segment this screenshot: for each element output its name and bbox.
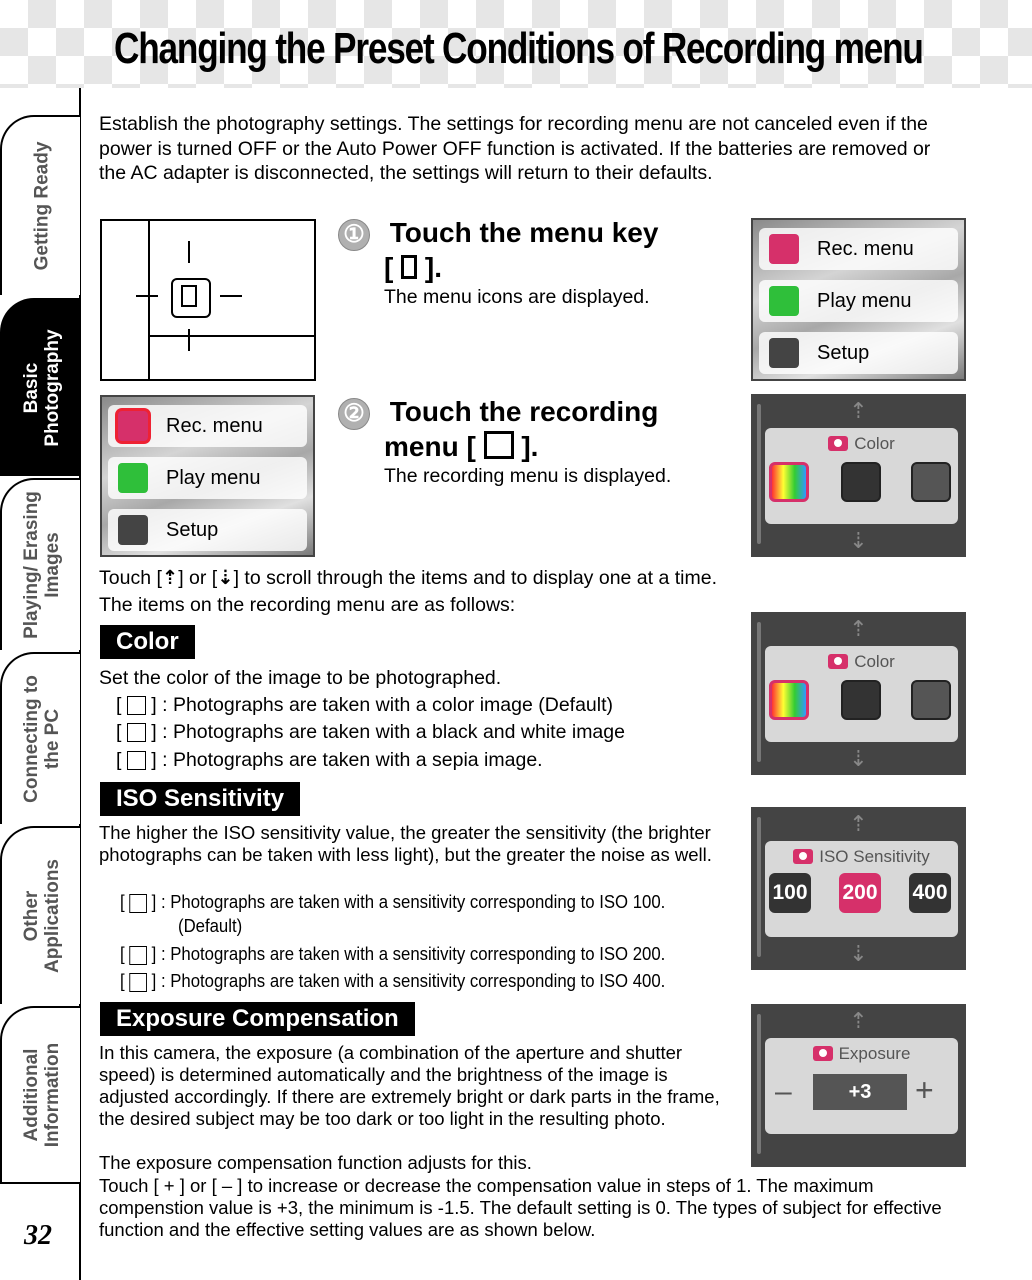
tab-additional-information[interactable]: [0, 1006, 80, 1184]
intro-text: Establish the photography settings. The settings for recording menu are not canceled even if the power is turned OFF or the Auto Power OFF function is activated. If the batteries are removed or the AC adapter is disconnected, the settings will return to their defaults.: [99, 113, 931, 184]
rec-menu-label: Rec. menu: [817, 238, 914, 260]
setup-label: Setup: [817, 342, 870, 364]
minus-button[interactable]: –: [775, 1075, 792, 1108]
tab-label: Getting Ready: [31, 141, 53, 271]
iso-item-3-text: : Photographs are taken with a sensitivity corresponding to ISO 400.: [160, 971, 666, 991]
step-2-number: ②: [338, 398, 370, 430]
color-screen-2: [751, 612, 966, 775]
rec-menu-item[interactable]: [108, 405, 307, 447]
tab-label: Other Applications: [21, 859, 63, 974]
exposure-value: +3: [813, 1074, 907, 1110]
scroll-text-b: ] or [: [178, 567, 218, 589]
tab-label: Playing/ Erasing Images: [21, 491, 63, 639]
color-item-3-text: : Photographs are taken with a sepia image.: [162, 749, 543, 771]
color-panel-title: [765, 434, 958, 454]
step-1-bracket-close: ].: [424, 252, 442, 283]
tab-getting-ready[interactable]: [0, 115, 80, 295]
play-icon: [769, 286, 799, 316]
color-item-1: [ ] : Photographs are taken with a color image (Default): [116, 694, 614, 716]
camera-icon: [769, 234, 799, 264]
setup-item[interactable]: [108, 509, 307, 551]
scroll-down-icon[interactable]: ⇣: [849, 528, 868, 553]
iso-item-3: [ ] : Photographs are taken with a sensitivity corresponding to ISO 400.: [120, 971, 666, 991]
color-heading: Color: [100, 625, 195, 659]
color-title-text: Color: [854, 434, 895, 453]
color-screen: [751, 394, 966, 557]
iso-title-text: ISO Sensitivity: [819, 847, 930, 866]
tab-connecting-pc[interactable]: [0, 652, 80, 824]
color-option[interactable]: [769, 680, 809, 720]
color-option[interactable]: [769, 462, 809, 502]
step-1-number: ①: [338, 219, 370, 251]
step-2-title-text: Touch the recording: [389, 396, 659, 427]
color-item-2: [ ] : Photographs are taken with a black and white image: [116, 721, 625, 743]
scroll-instruction: [99, 566, 717, 591]
scroll-down-icon[interactable]: ⇣: [849, 746, 868, 771]
scroll-up-icon: ⇡: [161, 567, 179, 589]
color-panel-title: [765, 652, 958, 672]
rec-menu-item[interactable]: [759, 228, 958, 270]
iso-item-2-text: : Photographs are taken with a sensitivity corresponding to ISO 200.: [160, 944, 666, 964]
scrollbar[interactable]: [757, 404, 761, 544]
play-menu-item[interactable]: [759, 280, 958, 322]
iso-desc: The higher the ISO sensitivity value, the greater the sensitivity (the brighter photographs can be taken with less light), but the greater the noise as well.: [99, 822, 712, 865]
iso-heading: ISO Sensitivity: [100, 782, 300, 816]
scroll-up-icon[interactable]: ⇡: [849, 1008, 868, 1033]
iso-item-1: [ ] : Photographs are taken with a sensitivity corresponding to ISO 100.: [120, 892, 666, 912]
play-menu-label: Play menu: [817, 290, 912, 312]
iso-200-option[interactable]: 200: [839, 873, 881, 913]
scrollbar[interactable]: [757, 817, 761, 957]
step-2-bracket-open: menu [: [384, 431, 476, 462]
setup-label: Setup: [166, 519, 219, 541]
exposure-title-text: Exposure: [838, 1044, 911, 1063]
tab-label: Basic Photography: [21, 329, 63, 447]
tab-label: Connecting to the PC: [21, 675, 63, 803]
menu-screen: [751, 218, 966, 381]
color-item-1-text: : Photographs are taken with a color image (Default): [162, 694, 614, 716]
camera-icon: [793, 849, 813, 864]
iso-200-icon: [129, 946, 147, 965]
color-panel: [765, 428, 958, 524]
bw-mode-icon: [127, 723, 146, 742]
iso-item-2: [ ] : Photographs are taken with a sensitivity corresponding to ISO 200.: [120, 944, 666, 964]
scrollbar[interactable]: [757, 1014, 761, 1154]
camera-icon: [118, 411, 148, 441]
items-intro: The items on the recording menu are as follows:: [99, 594, 516, 616]
sepia-option[interactable]: [911, 680, 951, 720]
camera-icon: [813, 1046, 833, 1061]
iso-100-icon: [129, 894, 147, 913]
color-item-2-text: : Photographs are taken with a black and white image: [162, 721, 625, 743]
scroll-text-c: ] to scroll through the items and to display one at a time.: [233, 567, 718, 589]
scrollbar[interactable]: [757, 622, 761, 762]
scroll-up-icon[interactable]: ⇡: [849, 398, 868, 423]
step-1-title: [338, 216, 658, 285]
play-icon: [118, 463, 148, 493]
exposure-desc-2: The exposure compensation function adjusts for this.: [99, 1152, 532, 1173]
rec-menu-label: Rec. menu: [166, 415, 263, 437]
iso-item-1-text: : Photographs are taken with a sensitivity corresponding to ISO 100.: [160, 892, 666, 912]
sepia-mode-icon: [127, 751, 146, 770]
iso-100-option[interactable]: 100: [769, 873, 811, 913]
camera-icon: [828, 654, 848, 669]
exposure-screen: [751, 1004, 966, 1167]
exposure-desc-3: Touch [ + ] or [ – ] to increase or decrease the compensation value in steps of 1. The maximum compenstion value is +3, the minimum is -1.5. The default setting is 0. The types of subject for effective function and the effective setting values are as shown below.: [99, 1175, 942, 1240]
sepia-option[interactable]: [911, 462, 951, 502]
exposure-panel-title: [765, 1044, 958, 1064]
rec-menu-selected-screen: [100, 395, 315, 557]
step-2-desc: The recording menu is displayed.: [384, 465, 672, 487]
scroll-down-icon[interactable]: ⇣: [849, 941, 868, 966]
color-item-3: [ ] : Photographs are taken with a sepia image.: [116, 749, 543, 771]
step-1-desc: The menu icons are displayed.: [384, 286, 650, 308]
plus-button[interactable]: +: [915, 1072, 934, 1108]
menu-key-illustration: [100, 219, 316, 381]
color-title-text: Color: [854, 652, 895, 671]
scroll-down-icon: ⇣: [217, 567, 234, 589]
page-number: 32: [24, 1220, 52, 1251]
step-2-title: [338, 395, 658, 464]
setup-item[interactable]: [759, 332, 958, 374]
wrench-icon: [769, 338, 799, 368]
bw-option[interactable]: [841, 462, 881, 502]
iso-panel-title: [765, 847, 958, 867]
scroll-up-icon[interactable]: ⇡: [849, 616, 868, 641]
tab-basic-photography[interactable]: [0, 298, 80, 476]
page-title: Changing the Preset Conditions of Recording menu: [114, 24, 923, 73]
tab-playing-erasing[interactable]: [0, 478, 80, 650]
iso-400-icon: [129, 973, 147, 992]
wrench-icon: [118, 515, 148, 545]
color-mode-icon: [127, 696, 146, 715]
play-menu-label: Play menu: [166, 467, 261, 489]
exposure-desc: In this camera, the exposure (a combination of the aperture and shutter speed) is determined automatically and the brightness of the image is adjusted accordingly. If there are extremely bright or dark parts in the frame, the desired subject may be too dark or too light in the resulting photo.: [99, 1042, 720, 1129]
bw-option[interactable]: [841, 680, 881, 720]
iso-panel: [765, 841, 958, 937]
play-menu-item[interactable]: [108, 457, 307, 499]
exposure-panel: [765, 1038, 958, 1134]
tab-label: Additional Information: [21, 1042, 63, 1148]
iso-default-note: (Default): [178, 916, 243, 936]
scroll-up-icon[interactable]: ⇡: [849, 811, 868, 836]
tab-other-applications[interactable]: [0, 826, 80, 1004]
camera-icon: [828, 436, 848, 451]
iso-screen: [751, 807, 966, 970]
iso-400-option[interactable]: 400: [909, 873, 951, 913]
color-desc: Set the color of the image to be photographed.: [99, 667, 502, 689]
color-panel: [765, 646, 958, 742]
scroll-text-a: Touch [: [99, 567, 162, 589]
menu-key-icon: [401, 255, 417, 279]
exposure-heading: Exposure Compensation: [100, 1002, 415, 1036]
step-1-title-text: Touch the menu key: [389, 217, 659, 248]
step-1-bracket-open: [: [384, 252, 394, 283]
rec-menu-icon: [484, 431, 514, 459]
step-2-bracket-close: ].: [521, 431, 539, 462]
